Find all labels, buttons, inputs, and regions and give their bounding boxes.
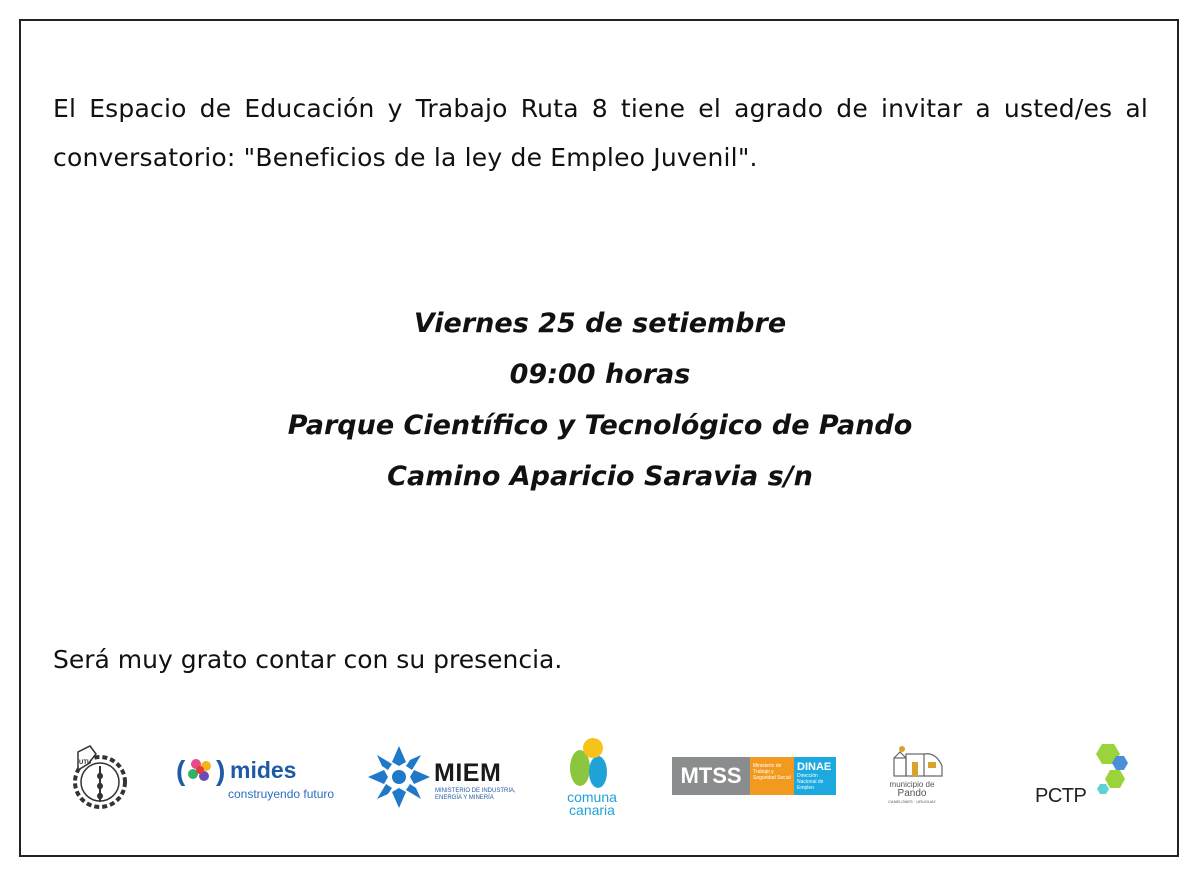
dinae-wordmark: DINAE bbox=[797, 761, 832, 773]
event-place: Parque Científico y Tecnológico de Pando bbox=[287, 410, 913, 441]
event-date: Viernes 25 de setiembre bbox=[413, 308, 787, 339]
pctp-wordmark: PCTP bbox=[1035, 785, 1087, 807]
pctp-symbol bbox=[1088, 742, 1132, 800]
pando-line1: municipio de bbox=[889, 780, 935, 789]
event-time: 09:00 horas bbox=[509, 359, 691, 390]
miem-symbol bbox=[366, 744, 432, 810]
dinae-block bbox=[794, 757, 836, 795]
event-details bbox=[0, 298, 1200, 502]
mides-symbol bbox=[176, 754, 228, 786]
miem-subtitle-line2: ENERGÍA Y MINERÍA bbox=[435, 795, 494, 801]
comuna-line2: canaria bbox=[569, 802, 615, 818]
mtss-wordmark: MTSS bbox=[672, 757, 750, 795]
miem-subtitle-line1: MINISTERIO DE INDUSTRIA, bbox=[435, 788, 516, 794]
comuna-line1: comuna bbox=[567, 789, 617, 805]
closing-sentence: Será muy grato contar con su presencia. bbox=[53, 645, 563, 674]
miem-wordmark: MIEM bbox=[434, 759, 502, 787]
mides-wordmark: mides bbox=[230, 757, 297, 783]
pando-line3: CANELONES · URUGUAY bbox=[888, 799, 936, 804]
utu-label: UTU bbox=[79, 760, 92, 766]
dinae-subtitle: Dirección Nacional de Empleo bbox=[797, 773, 824, 791]
svg-text:(: ( bbox=[176, 755, 186, 786]
municipio-pando-wordmark bbox=[878, 781, 946, 805]
svg-text:): ) bbox=[216, 755, 226, 786]
mtss-dinae-logo bbox=[672, 757, 836, 795]
utu-logo bbox=[70, 742, 130, 810]
event-address: Camino Aparicio Saravia s/n bbox=[387, 461, 813, 492]
comuna-canaria-symbol bbox=[568, 736, 612, 790]
mtss-ministry-name: Ministerio de Trabajo y Seguridad Social bbox=[750, 757, 794, 795]
pando-line2: Pando bbox=[897, 788, 927, 799]
mides-tagline: construyendo futuro bbox=[228, 787, 335, 801]
intro-paragraph: El Espacio de Educación y Trabajo Ruta 8 tiene el agrado de invitar a usted/es al conversatorio: "Beneficios de la ley de Empleo Juvenil". bbox=[53, 94, 1148, 172]
municipio-pando-symbol bbox=[892, 744, 944, 780]
miem-subtitle bbox=[435, 788, 535, 802]
comuna-canaria-wordmark bbox=[562, 791, 622, 817]
